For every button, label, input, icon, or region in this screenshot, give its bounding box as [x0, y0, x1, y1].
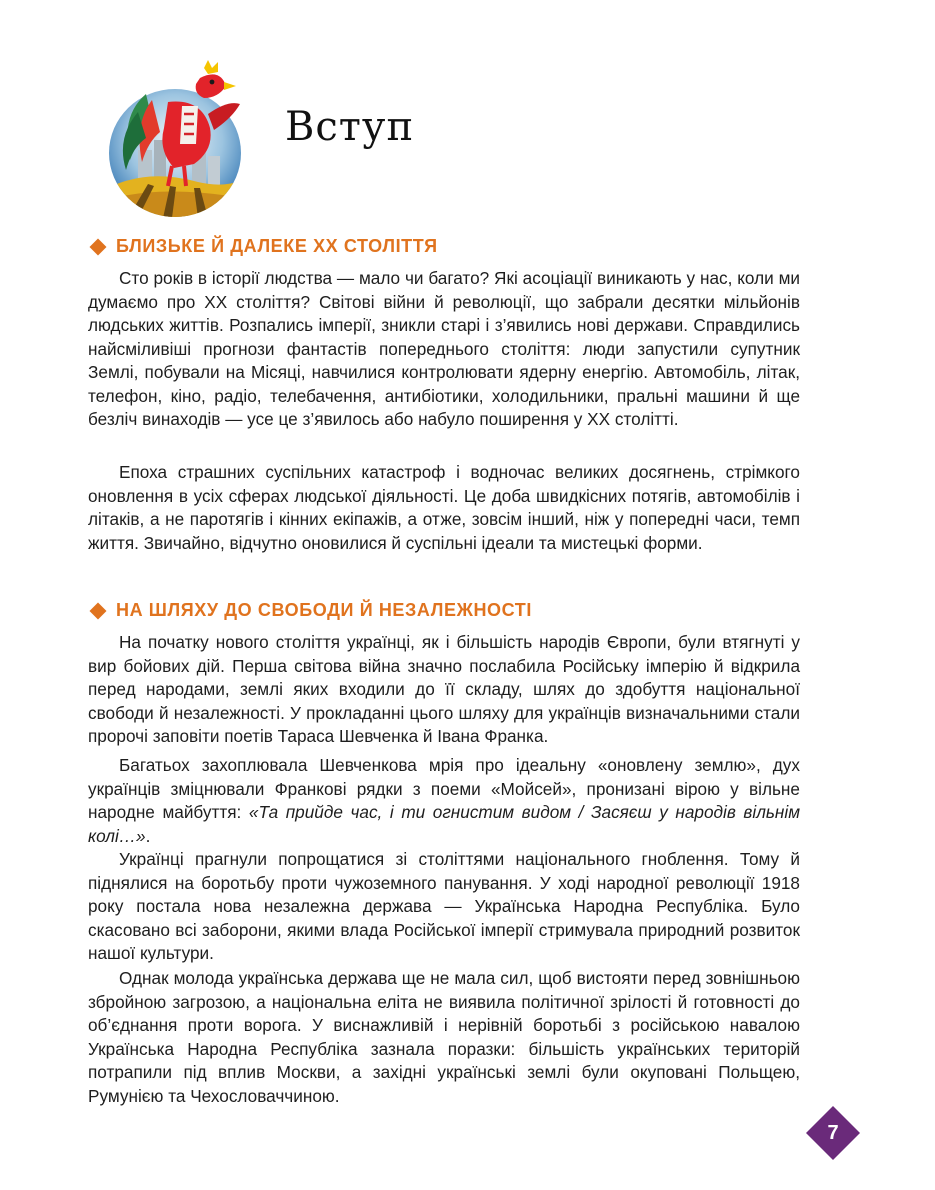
page-title: Вступ [285, 104, 415, 150]
paragraph: Однак молода українська держава ще не мала сил, щоб вистояти перед зовнішньою збройною загрозою, а національна еліта не виявила політичної зрілості й готовності до об’єднання проти ворога. У виснажливій і нерівній боротьбі з російською навалою Українська Народна Республіка зазнала поразки: більшість українських територій потрапили під вплив Москви, а західні українські землі були окуповані Польщею, Румунією та Чехословаччиною. [88, 968, 800, 1106]
section-heading-text: БЛИЗЬКЕ Й ДАЛЕКЕ ХХ СТОЛІТТЯ [116, 236, 438, 256]
section-heading-text: НА ШЛЯХУ ДО СВОБОДИ Й НЕЗАЛЕЖНОСТІ [116, 600, 532, 620]
paragraph-with-quote [88, 754, 800, 848]
paragraph: Сто років в історії людства — мало чи багато? Які асоціації виникають у нас, коли ми думаємо про ХХ століття? Світові війни й революції, що забрали десятки мільйонів людських життів. Розпались імперії, зникли старі і з’явились нові держави. Справдились найсміливіші прогнози фантастів попереднього століття: люди запустили супутник Землі, побували на Місяці, навчилися контролювати ядерну енергію. Автомобіль, літак, телефон, кіно, радіо, телебачення, антибіотики, холодильники, пральні машини й ще безліч винаходів — усе це з’явилось або набуло поширення у ХХ столітті. [88, 268, 800, 429]
diamond-bullet-icon [90, 602, 107, 619]
poem-quote: «Та прийде час, і ти огнистим видом / Засяєш у народів вільнім колі…» [88, 802, 800, 846]
paragraph-text: . [145, 825, 151, 846]
paragraph: На початку нового століття українці, як і більшість народів Європи, були втягнуті у вир бойових дій. Перша світова війна значно послабила Російську імперію й відкрила перед народами, землі яких входили до її складу, шлях до здобуття національної свободи й незалежності. У прокладанні цього шляху для українців визначальними стали пророчі заповіти поетів Тараса Шевченка й Івана Франка. [88, 632, 800, 746]
paragraph-text: Багатьох захоплювала Шевченкова мрія про ідеальну «оновлену землю», дух українців зміцнювали Франкові рядки з поеми «Мойсей», пронизані вірою у вільне народне майбуття: [88, 755, 800, 822]
section-heading [88, 600, 532, 621]
paragraph: Епоха страшних суспільних катастроф і водночас великих досягнень, стрімкого оновлення в усіх сферах людської діяльності. Це доба швидкісних потягів, автомобілів і літаків, а не паротягів і кінних екіпажів, а отже, зовсім інший, ніж у попередні часи, темп життя. Звичайно, відчутно оновилися й суспільні ідеали та мистецькі форми. [88, 462, 800, 553]
page-number: 7 [827, 1121, 839, 1144]
diamond-bullet-icon [90, 238, 107, 255]
paragraph: Українці прагнули попрощатися зі століттями національного гноблення. Тому й піднялися на боротьбу проти чужоземного панування. У ході народної революції 1918 року постала нова незалежна держава — Українська Народна Республіка. Було скасовано всі заборони, якими влада Російської імперії стримувала природний розвиток нашої культури. [88, 849, 800, 963]
rooster-emblem-icon [108, 58, 243, 218]
section-heading [88, 236, 438, 257]
